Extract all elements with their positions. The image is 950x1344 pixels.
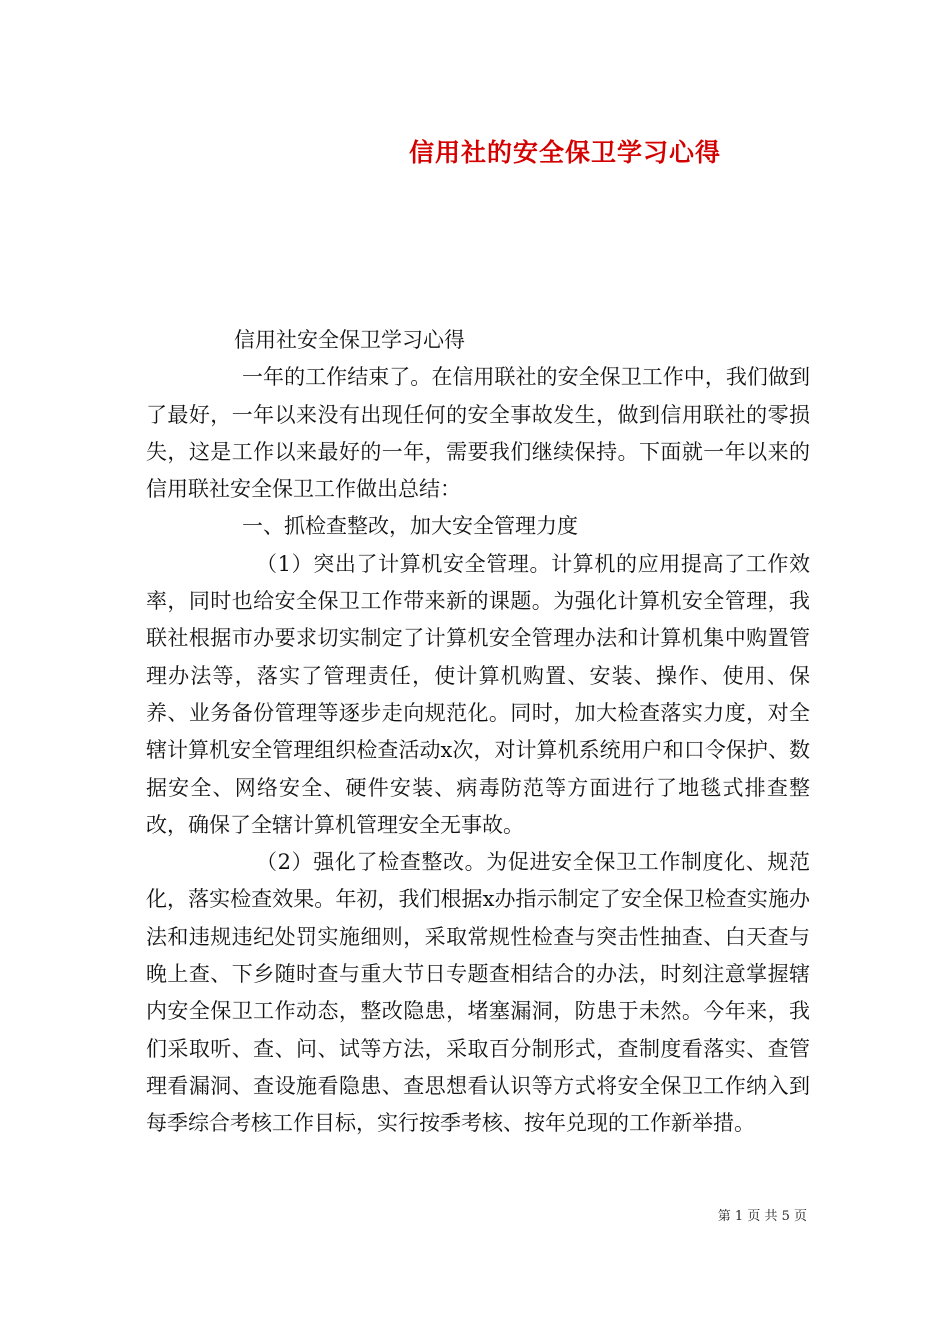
document-title: 信用社的安全保卫学习心得 — [408, 138, 721, 167]
item-2-paragraph: （2）强化了检查整改。为促进安全保卫工作制度化、规范化，落实检查效果。年初，我们根据x办指示制定了安全保卫检查实施办法和违规违纪处罚实施细则，采取常规性检查与突击性抽查、白天查与晚上查、下乡随时查与重大节日专题查相结合的办法，时刻注意掌握辖内安全保卫工作动态，整改隐患，堵塞漏洞，防患于未然。今年来，我们采取听、查、问、试等方法，采取百分制形式，查制度看落实、查管理看漏洞、查设施看隐患、查思想看认识等方式将安全保卫工作纳入到每季综合考核工作目标，实行按季考核、按年兑现的工作新举措。 — [146, 850, 810, 1136]
intro-paragraph: 一年的工作结束了。在信用联社的安全保卫工作中，我们做到了最好，一年以来没有出现任何的安全事故发生，做到信用联社的零损失，这是工作以来最好的一年，需要我们继续保持。下面就一年以来的信用联社安全保卫工作做出总结： — [146, 365, 810, 502]
item-1-paragraph: （1）突出了计算机安全管理。计算机的应用提高了工作效率，同时也给安全保卫工作带来新的课题。为强化计算机安全管理，我联社根据市办要求切实制定了计算机安全管理办法和计算机集中购置管理办法等，落实了管理责任，使计算机购置、安装、操作、使用、保养、业务备份管理等逐步走向规范化。同时，加大检查落实力度，对全辖计算机安全管理组织检查活动x次，对计算机系统用户和口令保护、数据安全、网络安全、硬件安装、病毒防范等方面进行了地毯式排查整改，确保了全辖计算机管理安全无事故。 — [146, 551, 810, 837]
page-number: 第 1 页 共 5 页 — [717, 1209, 807, 1224]
document-subtitle: 信用社安全保卫学习心得 — [234, 328, 465, 352]
document-body — [146, 322, 810, 1143]
section-heading-1: 一、抓检查整改，加大安全管理力度 — [242, 514, 578, 539]
